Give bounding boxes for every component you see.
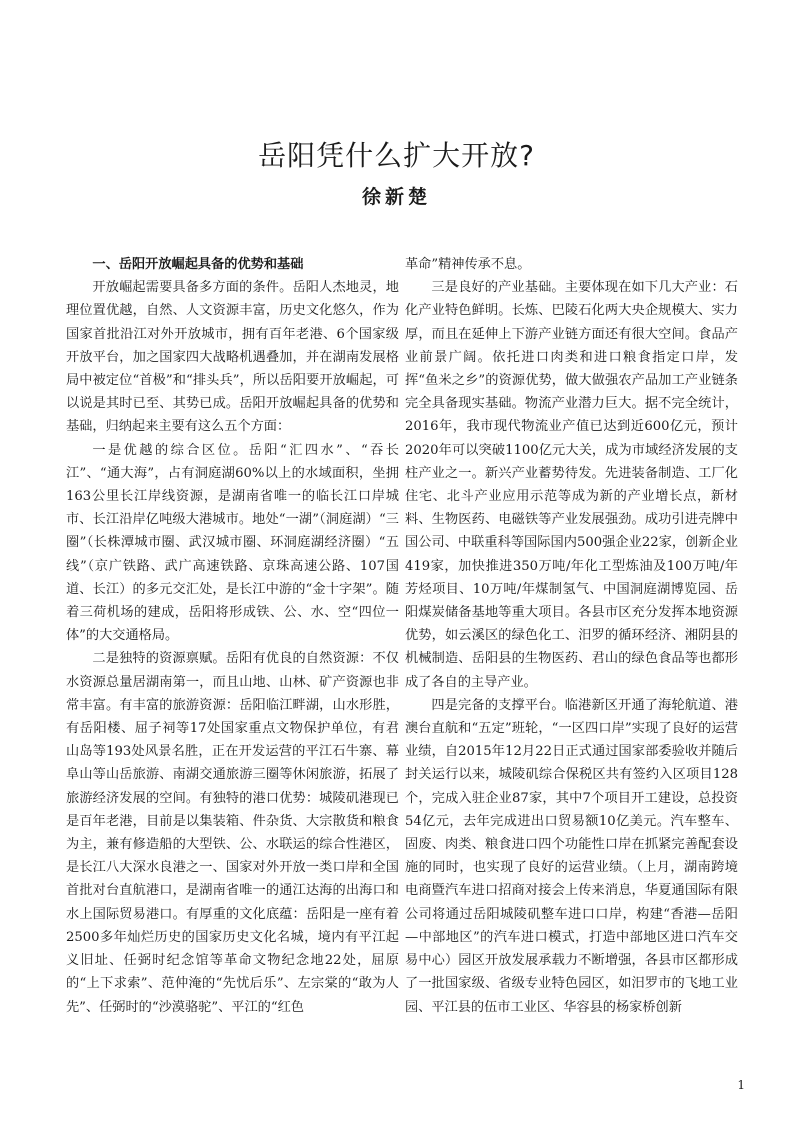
paragraph: 三是良好的产业基础。主要体现在如下几大产业：石化产业特色鲜明。长炼、巴陵石化两大央企规模大、实力厚，而且在延伸上下游产业链方面还有很大空间。食品产业前景广阔。依托进口肉类和进口粮食指定口岸，发挥“鱼米之乡”的资源优势，做大做强农产品加工产业链条完全具备现实基础。物流产业潜力巨大。据不完全统计，2016年，我市现代物流业产值已达到近600亿元，预计2020年可以突破1100亿元大关，成为市域经济发展的支柱产业之一。新兴产业蓄势待发。先进装备制造、工厂化住宅、北斗产业应用示范等成为新的产业增长点，新材料、生物医药、电磁铁等产业发展强劲。成功引进壳牌中国公司、中联重科等国际国内500强企业22家，创新企业419家，加快推进350万吨/年化工型炼油及100万吨/年芳烃项目、10万吨/年煤制氢气、中国洞庭湖博览园、岳阳煤炭储备基地等重大项目。各县市区充分发挥本地资源优势，如云溪区的绿色化工、汨罗的循环经济、湘阴县的机械制造、岳阳县的生物医药、君山的绿色食品等也都形成了各自的主导产业。 (405, 280, 738, 690)
paragraph: 四是完备的支撑平台。临港新区开通了海轮航道、港澳台直航和“五定”班轮，“一区四口岸”实现了良好的运营业绩，自2015年12月22日正式通过国家部委验收并随后封关运行以来，城陵矶综合保税区共有签约入区项目128个，完成入驻企业87家，其中7个项目开工建设，总投资54亿元，去年完成进出口贸易额10亿美元。汽车整车、固废、肉类、粮食进口四个功能性口岸在抓紧完善配套设施的同时，也实现了良好的运营业绩。（上月，湖南跨境电商暨汽车进口招商对接会上传来消息，华夏通国际有限公司将通过岳阳城陵矶整车进口口岸，构建“香港—岳阳—中部地区”的汽车进口模式，打造中部地区进口汽车交易中心）园区开放发展承载力不断增强，各县市区都形成了一批国家级、省级专业特色园区，如汨罗市的飞地工业园、平江县的伍市工业区、华容县的杨家桥创新 (405, 697, 738, 1015)
page-title: 岳阳凭什么扩大开放? (258, 139, 535, 172)
paragraph-continuation: 革命”精神传承不息。 (405, 257, 531, 272)
left-column (66, 253, 399, 1019)
paragraph: 一是优越的综合区位。岳阳“汇四水”、“吞长江”、“通大海”，占有洞庭湖60%以上的水域面积，坐拥163公里长江岸线资源，是湖南省唯一的临长江口岸城市、长江沿岸亿吨级大港城市。地处“一湖”（洞庭湖）“三圈”（长株潭城市圈、武汉城市圈、环洞庭湖经济圈）“五线”（京广铁路、武广高速铁路、京珠高速公路、107国道、长江）的多元交汇处，是长江中游的“金十字架”。随着三荷机场的建成，岳阳将形成铁、公、水、空“四位一体”的大交通格局。 (66, 442, 399, 644)
author-name: 徐新楚 (361, 186, 431, 208)
paragraph: 二是独特的资源禀赋。岳阳有优良的自然资源：不仅水资源总量居湖南第一，而且山地、山林、矿产资源也非常丰富。有丰富的旅游资源：岳阳临江畔湖，山水形胜，有岳阳楼、屈子祠等17处国家重点文物保护单位，有君山岛等193处风景名胜，正在开发运营的平江石牛寨、幕阜山等山岳旅游、南湖交通旅游三圈等休闲旅游，拓展了旅游经济发展的空间。有独特的港口优势：城陵矶港现已是百年老港，目前是以集装箱、件杂货、大宗散货和粮食为主，兼有修造船的大型铁、公、水联运的综合性港区，是长江八大深水良港之一、国家对外开放一类口岸和全国首批对台直航港口，是湖南省唯一的通江达海的出海口和水上国际贸易港口。有厚重的文化底蕴：岳阳是一座有着2500多年灿烂历史的国家历史文化名城，境内有平江起义旧址、任弼时纪念馆等革命文物纪念地22处，屈原的“上下求索”、范仲淹的“先忧后乐”、左宗棠的“敢为人先”、任弼时的“沙漠骆驼”、平江的“红色 (66, 651, 399, 1015)
page-number: 1 (737, 1078, 745, 1092)
section-heading: 一、岳阳开放崛起具备的优势和基础 (92, 257, 304, 272)
paragraph: 开放崛起需要具备多方面的条件。岳阳人杰地灵，地理位置优越，自然、人文资源丰富，历史文化悠久，作为国家首批沿江对外开放城市，拥有百年老港、6个国家级开放平台，加之国家四大战略机遇叠加，并在湖南发展格局中被定位“首极”和“排头兵”，所以岳阳要开放崛起，可以说是其时已至、其势已成。岳阳开放崛起具备的优势和基础，归纳起来主要有这么五个方面： (66, 280, 399, 435)
right-column (405, 253, 738, 1019)
